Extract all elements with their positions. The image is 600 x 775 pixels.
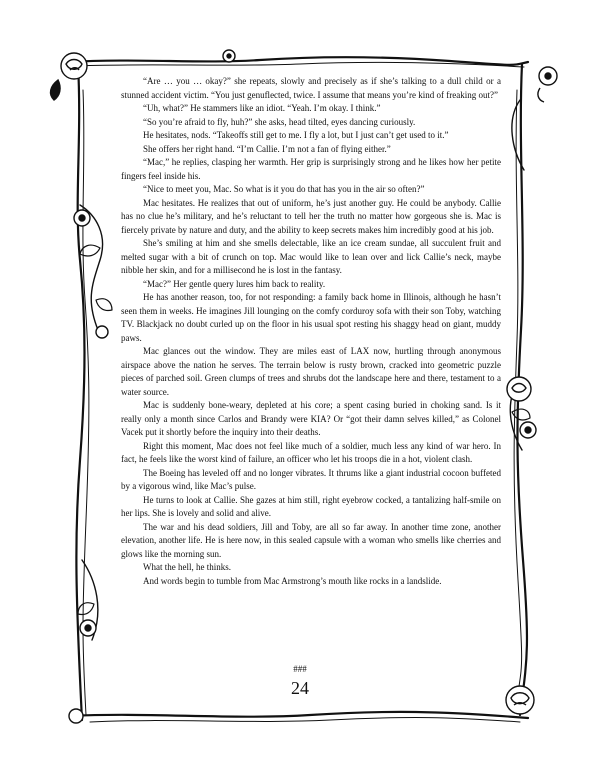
paragraph: “Are … you … okay?” she repeats, slowly and precisely as if she’s talking to a dull child or a stunned accident victim. “You just genuflected, twice. I assume that means you’re kind of freaking out?” xyxy=(121,76,501,100)
paragraph: “Nice to meet you, Mac. So what is it you do that has you in the air so often?” xyxy=(143,184,425,194)
paragraph: “Uh, what?” He stammers like an idiot. “Yeah. I’m okay. I think.” xyxy=(143,103,381,113)
paragraph: She’s smiling at him and she smells delectable, like an ice cream sundae, all succulent fruit and melted sugar with a bit of crunch on top. Mac would like to lean over and lick Callie’s neck, maybe nibble her skin, and for a millisecond he is lost in the fantasy. xyxy=(121,238,501,275)
paragraph: He turns to look at Callie. She gazes at him still, right eyebrow cocked, a tantalizing half-smile on her lips. She is lovely and solid and alive. xyxy=(121,494,501,518)
paragraph: She offers her right hand. “I’m Callie. I’m not a fan of flying either.” xyxy=(143,143,391,154)
paragraph: Mac hesitates. He realizes that out of uniform, he’s just another guy. He could be anybody. Callie has no clue he’s military, and he’s reluctant to tell her the truth no matter how gorgeous she is. Mac is fiercely private by nature and duty, and the ability to keep secrets makes him incredibly good at his job. xyxy=(121,197,501,235)
page-body-text xyxy=(121,75,501,588)
paragraph: Mac is suddenly bone-weary, depleted at his core; a spent casing buried in choking sand. Is it really only a month since Carlos and Brandy were KIA? Or “got their damn selves killed,” as Colonel Vacek put it shortly before the inquiry into their deaths. xyxy=(121,400,501,437)
page-number: 24 xyxy=(291,678,309,698)
paragraph: And words begin to tumble from Mac Armstrong’s mouth like rocks in a landslide. xyxy=(143,575,442,586)
paragraph: “So you’re afraid to fly, huh?” she asks, head tilted, eyes dancing curiously. xyxy=(143,116,416,127)
paragraph: He has another reason, too, for not responding: a family back home in Illinois, although he hasn’t seen them in weeks. He imagines Jill lounging on the comfy corduroy sofa with their son Toby, watching TV. Blackjack no doubt curled up on the floor in his usual spot resting his shaggy head on giant, muddy paws. xyxy=(121,292,501,343)
section-separator: ### xyxy=(293,664,307,674)
paragraph: The Boeing has leveled off and no longer vibrates. It thrums like a giant industrial cocoon buffeted by a vigorous wind, like Mac’s pulse. xyxy=(121,467,501,491)
paragraph: The war and his dead soldiers, Jill and Toby, are all so far away. In another time zone, another elevation, another life. He is here now, in this sealed capsule with a woman who smells like cherries and glows like the morning sun. xyxy=(121,521,501,559)
paragraph: “Mac,” he replies, clasping her warmth. Her grip is surprisingly strong and he likes how her petite fingers feel inside his. xyxy=(121,157,501,181)
paragraph: Right this moment, Mac does not feel like much of a soldier, much less any kind of war hero. In fact, he feels like the worst kind of failure, an officer who let his troops die in a hot, violent clash. xyxy=(121,440,501,464)
paragraph: Mac glances out the window. They are miles east of LAX now, hurtling through anonymous airspace above the nation he serves. The terrain below is rusty brown, cracked into geometric puzzle pieces of parched soil. Green clumps of trees and shrubs dot the landscape here and there, testament to a water source. xyxy=(121,346,501,397)
paragraph: He hesitates, nods. “Takeoffs still get to me. I fly a lot, but I just can’t get used to it.” xyxy=(143,130,449,140)
paragraph: What the hell, he thinks. xyxy=(143,562,231,572)
paragraph: “Mac?” Her gentle query lures him back to reality. xyxy=(143,278,326,289)
